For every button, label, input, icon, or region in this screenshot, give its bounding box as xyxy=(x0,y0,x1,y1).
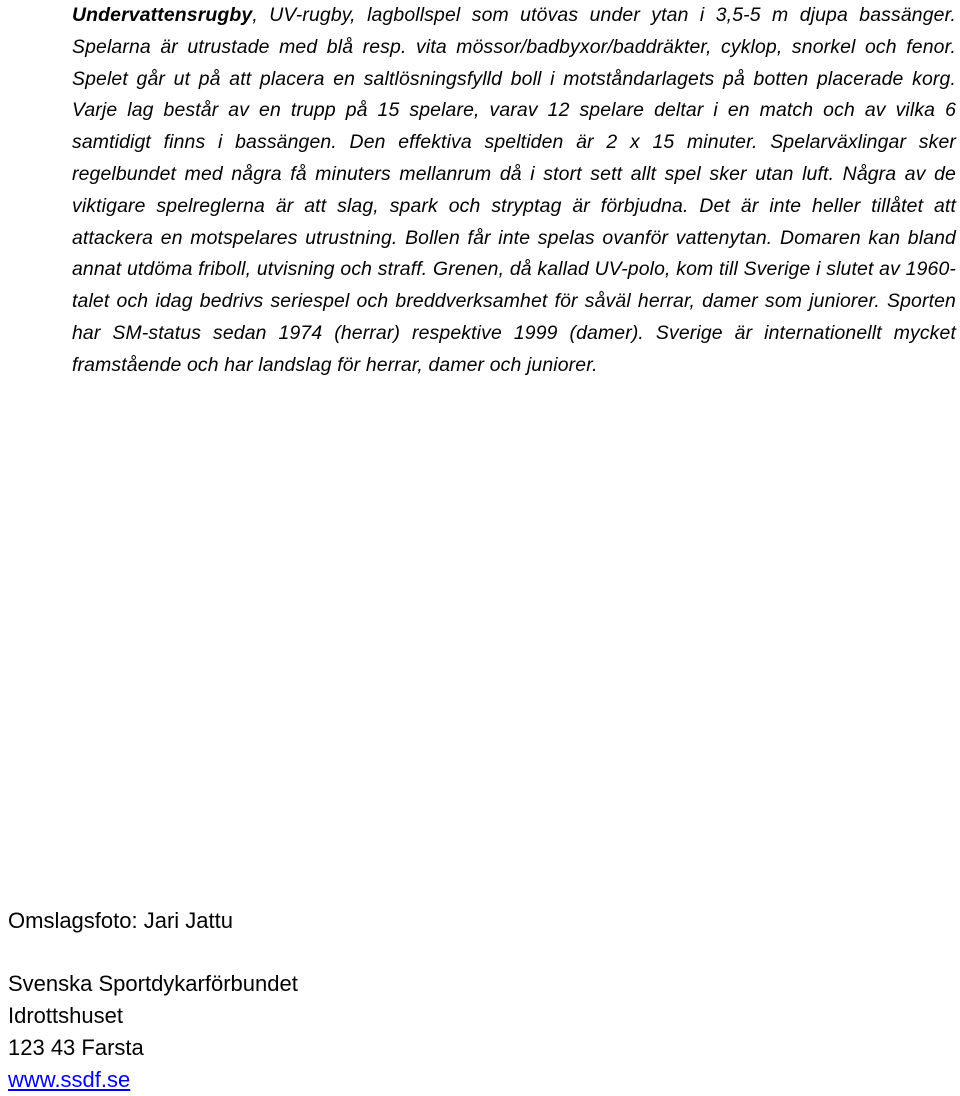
intro-term: Undervattensrugby xyxy=(72,4,253,26)
website-link[interactable]: www.ssdf.se xyxy=(8,1067,131,1092)
address-block xyxy=(8,968,298,1096)
postal-address: 123 43 Farsta xyxy=(8,1035,144,1060)
organization-name: Svenska Sportdykarförbundet xyxy=(8,971,298,996)
intro-body: , UV-rugby, lagbollspel som utövas under ytan i 3,5-5 m djupa bassänger. Spelarna är utrustade med blå resp. vita mössor/badbyxor/baddräkter, cyklop, snorkel och fenor. Spelet går ut på att placera en saltlösningsfylld boll i motståndarlagets på botten placerade korg. Varje lag består av en trupp på 15 spelare, varav 12 spelare deltar i en match och av vilka 6 samtidigt finns i bassängen. Den effektiva speltiden är 2 x 15 minuter. Spelarväxlingar sker regelbundet med några få minuters mellanrum då i stort sett allt spel sker utan luft. Några av de viktigare spelreglerna är att slag, spark och stryptag är förbjudna. Det är inte heller tillåtet att attackera en motspelares utrustning. Bollen får inte spelas ovanför vattenytan. Domaren kan bland annat utdöma friboll, utvisning och straff. Grenen, då kallad UV-polo, kom till Sverige i slutet av 1960-talet och idag bedrivs seriespel och breddverksamhet för såväl herrar, damer som juniorer. Sporten har SM-status sedan 1974 (herrar) respektive 1999 (damer). Sverige är internationellt mycket framstående och har landslag för herrar, damer och juniorer. xyxy=(72,4,956,376)
building-name: Idrottshuset xyxy=(8,1003,123,1028)
intro-paragraph xyxy=(72,0,956,382)
photo-credit: Omslagsfoto: Jari Jattu xyxy=(8,908,233,933)
